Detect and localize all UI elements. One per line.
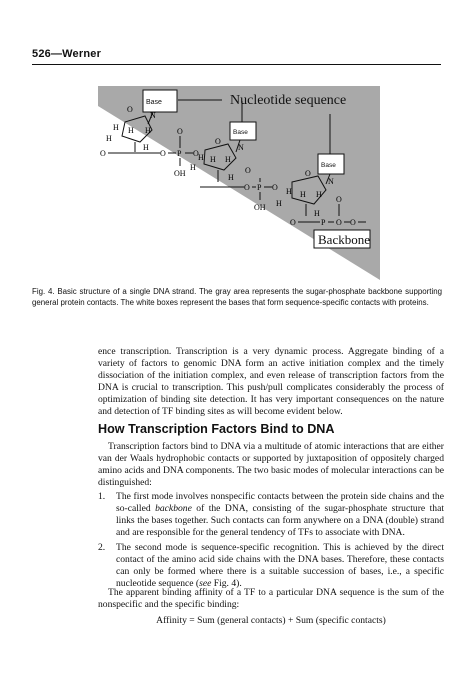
list-item-text bbox=[116, 542, 444, 590]
atom-o: O bbox=[160, 149, 166, 158]
atom-o: O bbox=[305, 169, 311, 178]
atom-o: O bbox=[336, 195, 342, 204]
paragraph-2: Transcription factors bind to DNA via a multitude of atomic interactions that are either van der Waals hydrophobic contacts or supported by juxtaposition of oppositely charged amino acids and DNA components. The two basic modes of molecular interactions can be distinguished: bbox=[98, 441, 444, 488]
affinity-equation: Affinity = Sum (general contacts) + Sum (specific contacts) bbox=[156, 615, 386, 626]
dna-diagram bbox=[0, 70, 474, 285]
text-segment: The second mode is sequence-specific recognition. This is achieved by the direct contact of the amino acid side chains with the DNA bases. Therefore, these contacts can only be formed where there is a suitable succession of bases, i.e., a specific nucleotide sequence ( bbox=[116, 542, 444, 589]
atom-o: O bbox=[193, 149, 199, 158]
atom-o: O bbox=[245, 166, 251, 175]
paragraph-1: ence transcription. Transcription is a very dynamic process. Aggregate binding of a variety of factors to genomic DNA form an active initiation complex and the timely dissociation of the initiation complex, and even release of transcription factors from the DNA is crucial to transcription. This push/pull complicates considerably the process of optimization of binding site detection. It has very important consequences on the nature and detection of TF binding sites as will become evident below. bbox=[98, 346, 444, 417]
atom-h: H bbox=[128, 126, 134, 135]
atom-p: P bbox=[257, 183, 262, 192]
figure-caption: Fig. 4. Basic structure of a single DNA strand. The gray area represents the sugar-phosphate backbone supporting general protein contacts. The white boxes represent the bases that form sequence-specific contacts with proteins. bbox=[32, 287, 442, 307]
list-item bbox=[98, 491, 444, 539]
atom-h: H bbox=[228, 173, 234, 182]
atom-o: O bbox=[244, 183, 250, 192]
text-segment: of the DNA, consisting of the sugar-phosphate structure that links the bases together. Such contacts can form anywhere on a DNA (double) strand and are responsible for the general tendency of TFs to associate with DNA. bbox=[116, 503, 444, 538]
atom-oh: OH bbox=[254, 203, 266, 212]
paragraph-3: The apparent binding affinity of a TF to a particular DNA sequence is the sum of the nonspecific and the specific binding: bbox=[98, 587, 444, 610]
list-number: 2. bbox=[98, 542, 106, 553]
atom-h: H bbox=[276, 199, 282, 208]
section-title: How Transcription Factors Bind to DNA bbox=[98, 422, 335, 436]
atom-o: O bbox=[177, 127, 183, 136]
atom-h: H bbox=[113, 123, 119, 132]
emphasis: backbone bbox=[155, 503, 192, 514]
interaction-modes-list bbox=[98, 491, 444, 593]
atom-h: H bbox=[106, 134, 112, 143]
atom-h: H bbox=[316, 190, 322, 199]
atom-h: H bbox=[314, 209, 320, 218]
backbone-shading bbox=[98, 86, 380, 280]
text-segment: Fig. 4). bbox=[211, 578, 242, 589]
atom-p: P bbox=[177, 149, 182, 158]
atom-h: H bbox=[145, 126, 151, 135]
list-number: 1. bbox=[98, 491, 106, 502]
atom-n: N bbox=[238, 143, 244, 152]
atom-o: O bbox=[100, 149, 106, 158]
text-segment: The first mode involves nonspecific contacts between the protein side chains and the so-called bbox=[116, 491, 444, 514]
atom-h: H bbox=[286, 187, 292, 196]
atom-h: H bbox=[225, 155, 231, 164]
atom-o: O bbox=[127, 105, 133, 114]
atom-oh: OH bbox=[174, 169, 186, 178]
emphasis: see bbox=[199, 578, 212, 589]
atom-o: O bbox=[350, 218, 356, 227]
atom-h: H bbox=[198, 153, 204, 162]
atom-n: N bbox=[150, 111, 156, 120]
atom-h: H bbox=[210, 155, 216, 164]
atom-h: H bbox=[143, 143, 149, 152]
base-label-3: Base bbox=[321, 162, 336, 169]
atom-p: P bbox=[321, 218, 326, 227]
running-head: 526—Werner bbox=[32, 48, 102, 60]
atom-o: O bbox=[290, 218, 296, 227]
atom-n: N bbox=[328, 177, 334, 186]
base-label-2: Base bbox=[233, 129, 248, 136]
atom-o: O bbox=[272, 183, 278, 192]
atom-h: H bbox=[300, 190, 306, 199]
list-item bbox=[98, 542, 444, 590]
label-nucleotide-sequence: Nucleotide sequence bbox=[230, 93, 347, 108]
base-label-1: Base bbox=[146, 99, 162, 106]
header-rule bbox=[32, 64, 441, 65]
atom-o: O bbox=[336, 218, 342, 227]
list-item-text bbox=[116, 491, 444, 539]
figure-dna-strand bbox=[0, 70, 474, 285]
label-backbone: Backbone bbox=[318, 232, 370, 247]
atom-o: O bbox=[215, 137, 221, 146]
atom-h: H bbox=[190, 163, 196, 172]
